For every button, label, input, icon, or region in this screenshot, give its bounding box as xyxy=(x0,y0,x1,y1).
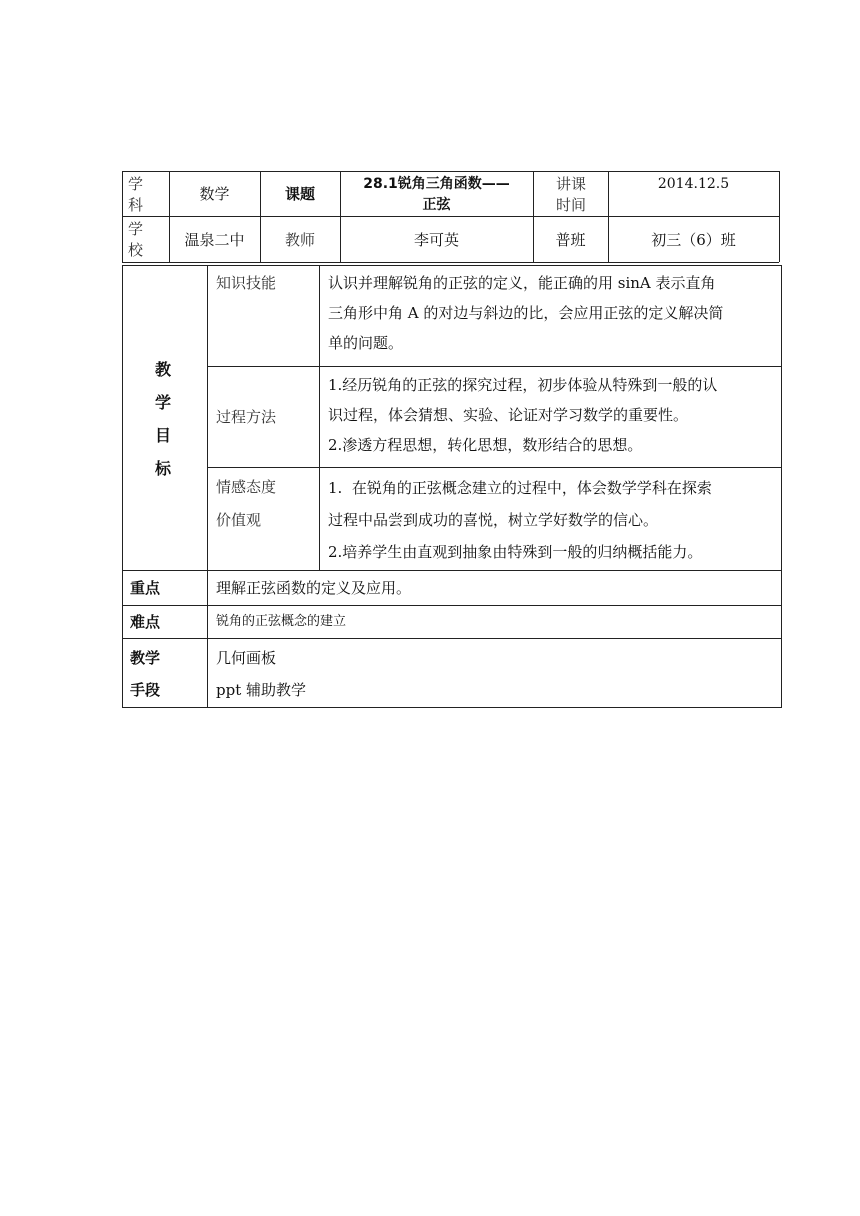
objective-name-values: 价值观 xyxy=(216,511,262,529)
means-line1: 几何画板 xyxy=(216,649,277,667)
subject-value: 数学 xyxy=(199,185,230,203)
objective-line: 2.渗透方程思想，转化思想，数形结合的思想。 xyxy=(328,436,643,454)
objectives-label: 教学目标 xyxy=(155,360,172,478)
time-value: 2014.12.5 xyxy=(657,176,730,192)
means-label-line1: 教学 xyxy=(130,649,161,667)
key-point-label: 重点 xyxy=(130,579,161,597)
objective-line: 过程中品尝到成功的喜悦，树立学好数学的信心。 xyxy=(328,511,659,529)
objective-line: 识过程，体会猜想、实验、论证对学习数学的重要性。 xyxy=(328,406,689,424)
class-type: 普班 xyxy=(555,231,586,249)
objective-line: 单的问题。 xyxy=(328,334,404,352)
objective-name-knowledge: 知识技能 xyxy=(216,274,277,292)
objective-text-process xyxy=(328,370,780,460)
school-value: 温泉二中 xyxy=(184,231,245,249)
objective-name-attitude: 情感态度 xyxy=(216,478,277,496)
objective-text-attitude xyxy=(328,472,780,568)
teacher-value: 李可英 xyxy=(413,231,459,249)
teacher-label: 教师 xyxy=(284,231,315,249)
objective-line: 1. 在锐角的正弦概念建立的过程中，体会数学学科在探索 xyxy=(328,479,712,497)
class-value: 初三（6）班 xyxy=(651,231,736,249)
objective-name-process: 过程方法 xyxy=(216,408,277,426)
topic-value-line2: 正弦 xyxy=(422,197,451,213)
objective-line: 三角形中角 A 的对边与斜边的比，会应用正弦的定义解决简 xyxy=(328,304,724,322)
subject-label: 学科 xyxy=(128,175,144,214)
difficulty-label: 难点 xyxy=(130,613,161,631)
objective-line: 1.经历锐角的正弦的探究过程，初步体验从特殊到一般的认 xyxy=(328,376,718,394)
difficulty-text: 锐角的正弦概念的建立 xyxy=(216,614,347,629)
topic-label: 课题 xyxy=(284,185,315,203)
means-label-line2: 手段 xyxy=(130,681,161,699)
objective-line: 2.培养学生由直观到抽象由特殊到一般的归纳概括能力。 xyxy=(328,543,703,561)
key-point-text: 理解正弦函数的定义及应用。 xyxy=(216,579,412,597)
objective-text-knowledge xyxy=(328,268,780,358)
time-label: 讲课时间 xyxy=(556,175,587,214)
topic-value-line1: 28.1锐角三角函数—— xyxy=(363,176,510,192)
school-label: 学校 xyxy=(128,220,144,259)
means-line2: ppt 辅助教学 xyxy=(216,681,307,699)
objective-line: 认识并理解锐角的正弦的定义，能正确的用 sinA 表示直角 xyxy=(328,274,716,292)
